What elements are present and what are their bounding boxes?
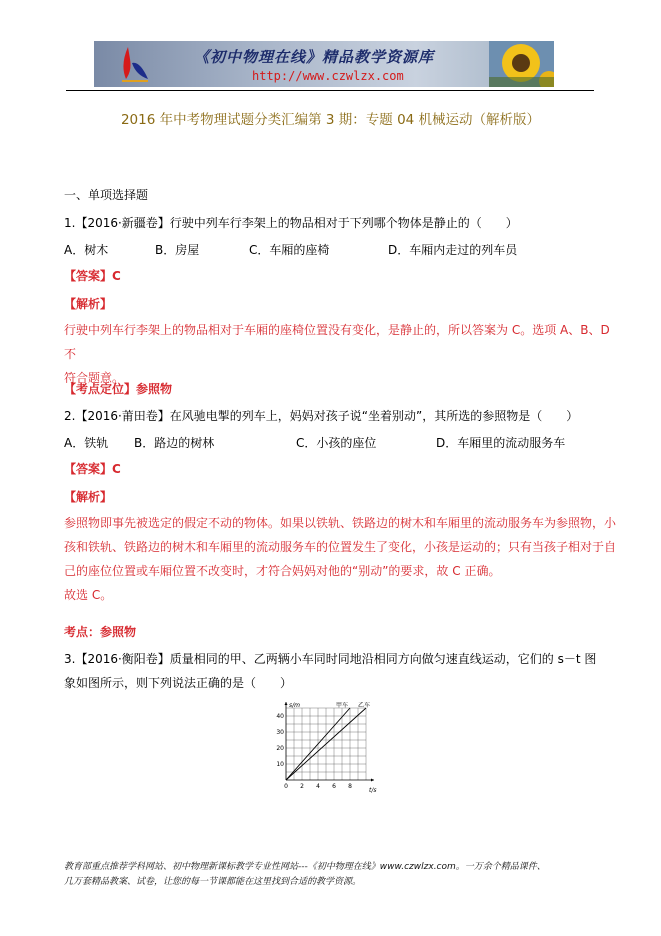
st-graph [268,702,380,794]
x-tick-label: 0 [284,783,288,790]
q1-analysis [64,318,624,390]
q1-option-d: D．车厢内走过的列车员 [388,243,518,257]
q1-analysis-line: 行驶中列车行李架上的物品相对于车厢的座椅位置没有变化，是静止的，所以答案为 C。选项 A、B、D 不 [64,323,610,361]
q3-stem-line2: 象如图所示，则下列说法正确的是（ ） [64,676,293,690]
y-tick-label: 10 [276,761,284,768]
q2-option-d: D．车厢里的流动服务车 [436,436,566,450]
x-tick-label: 4 [316,783,320,790]
x-tick-label: 8 [348,783,352,790]
y-axis-label: s/m [289,702,300,709]
x-tick-label: 2 [300,783,304,790]
banner-url[interactable]: http://www.czwlzx.com [252,69,404,83]
q2-option-c: C．小孩的座位 [296,436,377,450]
q2-answer: 【答案】C [64,462,121,476]
q1-option-b: B．房屋 [155,243,200,257]
q2-analysis [64,511,634,607]
x-tick-label: 6 [332,783,336,790]
x-axis-arrow [371,779,374,782]
q3-stem-line1: 3.【2016·衡阳卷】质量相同的甲、乙两辆小车同时同地沿相同方向做匀速直线运动，它们的 s－t 图 [64,652,597,666]
y-tick-label: 30 [276,729,284,736]
banner-slogan: 《初中物理在线》精品教学资源库 [194,48,435,66]
q2-option-a: A．铁轨 [64,436,109,450]
series-label-jia: 甲车 [336,702,349,709]
q1-topic: 【考点定位】参照物 [64,382,173,396]
footer-line: 教育部重点推荐学科网站、初中物理新课标教学专业性网站---《初中物理在线》www.czwlzx.com。一万余个精品课件、 [64,862,546,872]
x-axis-label: t/s [369,787,377,794]
q2-analysis-line: 故选 C。 [64,588,113,602]
q2-stem: 2.【2016·莆田卷】在风驰电掣的列车上，妈妈对孩子说“坐着别动”，其所选的参照物是（ ） [64,409,579,423]
header-banner [94,41,554,87]
y-axis-arrow [285,702,288,705]
q1-analysis-line: 符合题意。 [64,371,125,385]
page-title: 2016 年中考物理试题分类汇编第 3 期：专题 04 机械运动（解析版） [120,112,541,128]
y-tick-label: 20 [276,745,284,752]
q2-analysis-line: 孩和铁轨、铁路边的树木和车厢里的流动服务车的位置发生了变化，小孩是运动的；只有当孩子相对于自 [64,540,617,554]
q2-option-b: B．路边的树林 [134,436,215,450]
header-rule [66,90,594,91]
q1-analysis-label: 【解析】 [64,297,113,311]
page-footer [64,860,604,890]
site-logo-icon [118,45,152,83]
q2-analysis-line: 参照物即事先被选定的假定不动的物体。如果以铁轨、铁路边的树木和车厢里的流动服务车为参照物，小 [64,516,617,530]
q2-topic: 考点：参照物 [64,625,137,639]
q2-analysis-line: 己的座位位置或车厢位置不改变时，才符合妈妈对他的“别动”的要求，故 C 正确。 [64,564,501,578]
q2-analysis-label: 【解析】 [64,490,113,504]
section-heading: 一、单项选择题 [64,188,149,202]
q1-answer: 【答案】C [64,269,121,283]
footer-line: 几万套精品教案、试卷，让您的每一节课都能在这里找到合适的教学资源。 [64,877,362,887]
q1-option-c: C．车厢的座椅 [249,243,330,257]
q1-option-a: A．树木 [64,243,109,257]
sunflower-icon [489,41,554,87]
y-tick-label: 40 [276,713,284,720]
series-label-yi: 乙车 [358,702,371,709]
q1-stem: 1.【2016·新疆卷】行驶中列车行李架上的物品相对于下列哪个物体是静止的（ ） [64,216,518,230]
